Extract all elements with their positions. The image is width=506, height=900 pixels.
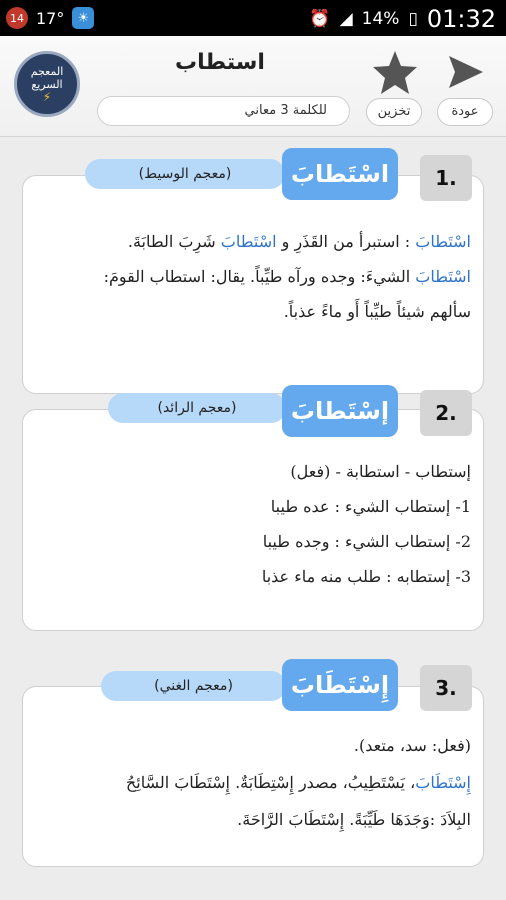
entry-word[interactable]: إِسْتَطَابَ	[282, 659, 398, 711]
entry-number: 3.	[420, 665, 472, 711]
entry-card	[22, 409, 484, 631]
entry-card	[22, 175, 484, 394]
battery-icon: ▯	[408, 9, 418, 29]
entry-text	[35, 727, 471, 838]
entry-text-segment: سألهم شيئاً طيِّباً أَو ماءً عذباً.	[283, 302, 471, 321]
signal-icon: ◢	[339, 9, 353, 29]
entry-text	[35, 224, 471, 329]
highlighted-word: اسْتَطابَ	[415, 267, 471, 286]
entry-text-segment: شَرِبَ الطابَةَ.	[127, 232, 221, 251]
entry-line	[35, 801, 471, 838]
meaning-count: للكلمة 3 معاني	[97, 96, 350, 126]
dictionary-source: (معجم الرائد)	[108, 393, 286, 423]
app-logo[interactable]	[14, 51, 80, 117]
alarm-icon: ⏰	[309, 9, 331, 29]
entry-text-segment: البِلاَدَ :وَجَدَهَا طَيِّبَةً. إِسْتَطَابَ الرَّاحَةَ.	[237, 810, 471, 829]
store-button[interactable]: تخزين	[366, 98, 422, 126]
entry-text-segment: 2- إستطاب الشيء : وجده طيبا	[262, 532, 471, 551]
app-header	[0, 36, 506, 137]
app-notification-icon: ☀	[72, 7, 94, 29]
entry-line	[35, 224, 471, 259]
entry-line	[35, 294, 471, 329]
entry-text-segment: (فعل: سد، متعد).	[353, 736, 471, 755]
dictionary-source: (معجم الغني)	[101, 671, 286, 701]
back-button[interactable]: عودة	[437, 98, 493, 126]
entry-text-segment: ، يَسْتَطِيبُ، مصدر إِسْتِطَابَةٌ. إِسْتَطَابَ السَّائِحُ	[125, 773, 416, 792]
page-title: استطاب	[175, 50, 265, 75]
entry-card	[22, 686, 484, 867]
status-bar	[0, 0, 506, 36]
entry-text-segment: الشيءَ: وجده ورآه طيِّباً. يقال: استطاب القومَ:	[103, 267, 416, 286]
send-arrow-icon[interactable]	[445, 52, 485, 92]
notification-badge: 14	[6, 7, 28, 29]
entry-text-segment: إستطاب - استطابة - (فعل)	[290, 462, 471, 481]
clock: 01:32	[426, 5, 496, 33]
entry-text-segment: 3- إستطابه : طلب منه ماء عذبا	[261, 567, 471, 586]
entry-line	[35, 489, 471, 524]
entry-text	[35, 454, 471, 594]
temperature: 17°	[36, 8, 65, 28]
entry-line	[35, 727, 471, 764]
entry-number: 1.	[420, 155, 472, 201]
bolt-icon: ⚡	[42, 89, 52, 104]
entry-line	[35, 524, 471, 559]
highlighted-word: إِسْتَطَابَ	[415, 773, 471, 792]
entry-line	[35, 259, 471, 294]
entry-line	[35, 764, 471, 801]
entry-line	[35, 559, 471, 594]
entry-line	[35, 454, 471, 489]
dictionary-source: (معجم الوسيط)	[85, 159, 285, 189]
entry-word[interactable]: اسْتَطابَ	[282, 148, 398, 200]
entry-text-segment: 1- إستطاب الشيء : عده طيبا	[270, 497, 471, 516]
entry-number: 2.	[420, 390, 472, 436]
battery-percent: 14%	[361, 9, 400, 29]
app-logo-text: المعجم السريع	[30, 64, 64, 91]
entries-list	[0, 137, 506, 900]
star-icon[interactable]	[370, 48, 420, 98]
highlighted-word: اسْتَطابَ	[415, 232, 471, 251]
entry-text-segment: : استبرأ من القَذَرِ و	[276, 232, 416, 251]
highlighted-word: اسْتَطابَ	[220, 232, 277, 251]
entry-word[interactable]: إسْتَطابَ	[282, 385, 398, 437]
